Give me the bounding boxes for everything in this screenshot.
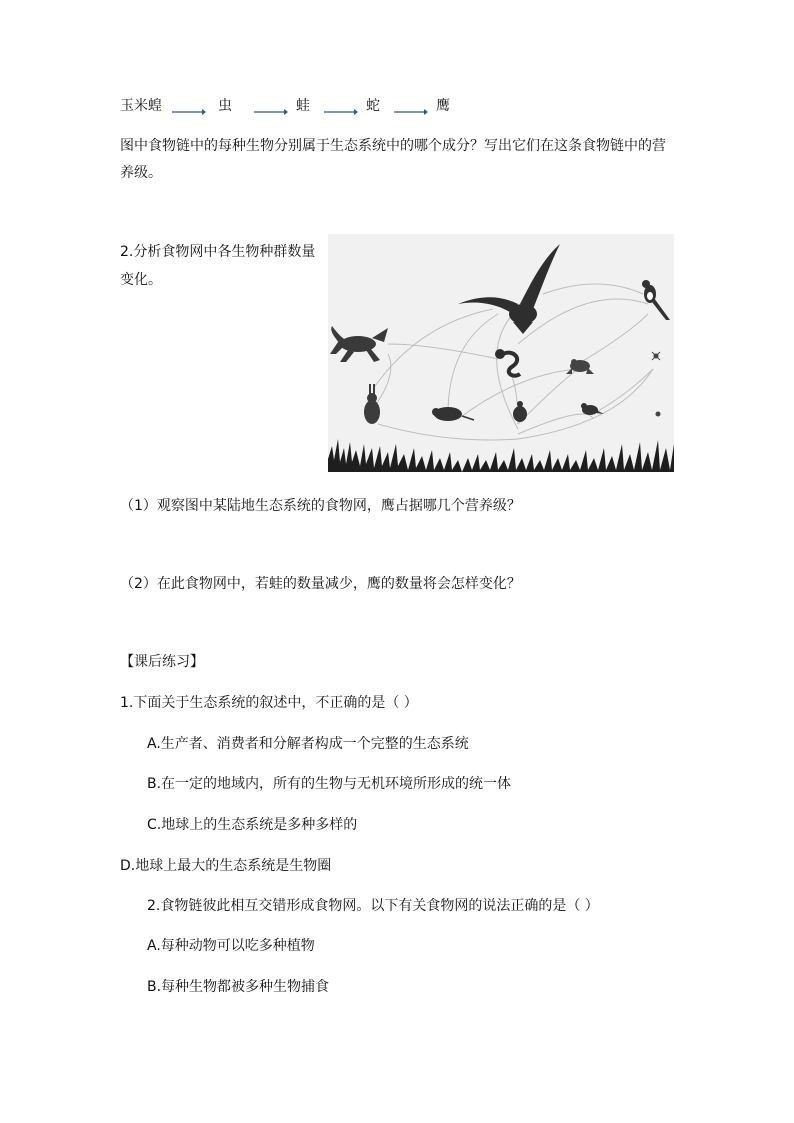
arrow-right-icon: [172, 102, 206, 116]
option-item: A.生产者、消费者和分解者构成一个完整的生态系统: [147, 736, 469, 752]
food-chain-term: 鹰: [436, 98, 450, 114]
food-web-figure: [328, 234, 674, 472]
arrow-right-icon: [394, 102, 428, 116]
question-line: 图中食物链中的每种生物分别属于生态系统中的哪个成分？写出它们在这条食物链中的营: [120, 138, 666, 154]
section-title: 【课后练习】: [120, 654, 204, 670]
sub-question: （1）观察图中某陆地生态系统的食物网，鹰占据哪几个营养级？: [120, 498, 521, 514]
food-web-illustration: [328, 234, 674, 472]
question-line: 2.分析食物网中各生物种群数量: [120, 244, 316, 260]
option-item: C.地球上的生态系统是多种多样的: [147, 817, 358, 833]
food-chain-term: 蛙: [296, 98, 310, 114]
option-item: B.每种生物都被多种生物捕食: [147, 979, 330, 995]
exercise-stem: 2.食物链彼此相互交错形成食物网。以下有关食物网的说法正确的是（ ）: [147, 898, 599, 914]
arrow-right-icon: [324, 102, 358, 116]
exercise-stem: 1.下面关于生态系统的叙述中，不正确的是（ ）: [120, 695, 418, 711]
option-item: B.在一定的地域内，所有的生物与无机环境所形成的统一体: [147, 776, 512, 792]
question-line: 养级。: [120, 165, 162, 181]
option-item: A.每种动物可以吃多种植物: [147, 938, 315, 954]
option-item: D.地球上最大的生态系统是生物圈: [120, 858, 332, 874]
food-chain-term: 玉米蝗: [120, 98, 162, 114]
food-chain-term: 虫: [218, 98, 232, 114]
sub-question: （2）在此食物网中，若蛙的数量减少，鹰的数量将会怎样变化？: [120, 576, 521, 592]
arrow-right-icon: [254, 102, 288, 116]
food-chain-term: 蛇: [366, 98, 380, 114]
question-line: 变化。: [120, 272, 162, 288]
